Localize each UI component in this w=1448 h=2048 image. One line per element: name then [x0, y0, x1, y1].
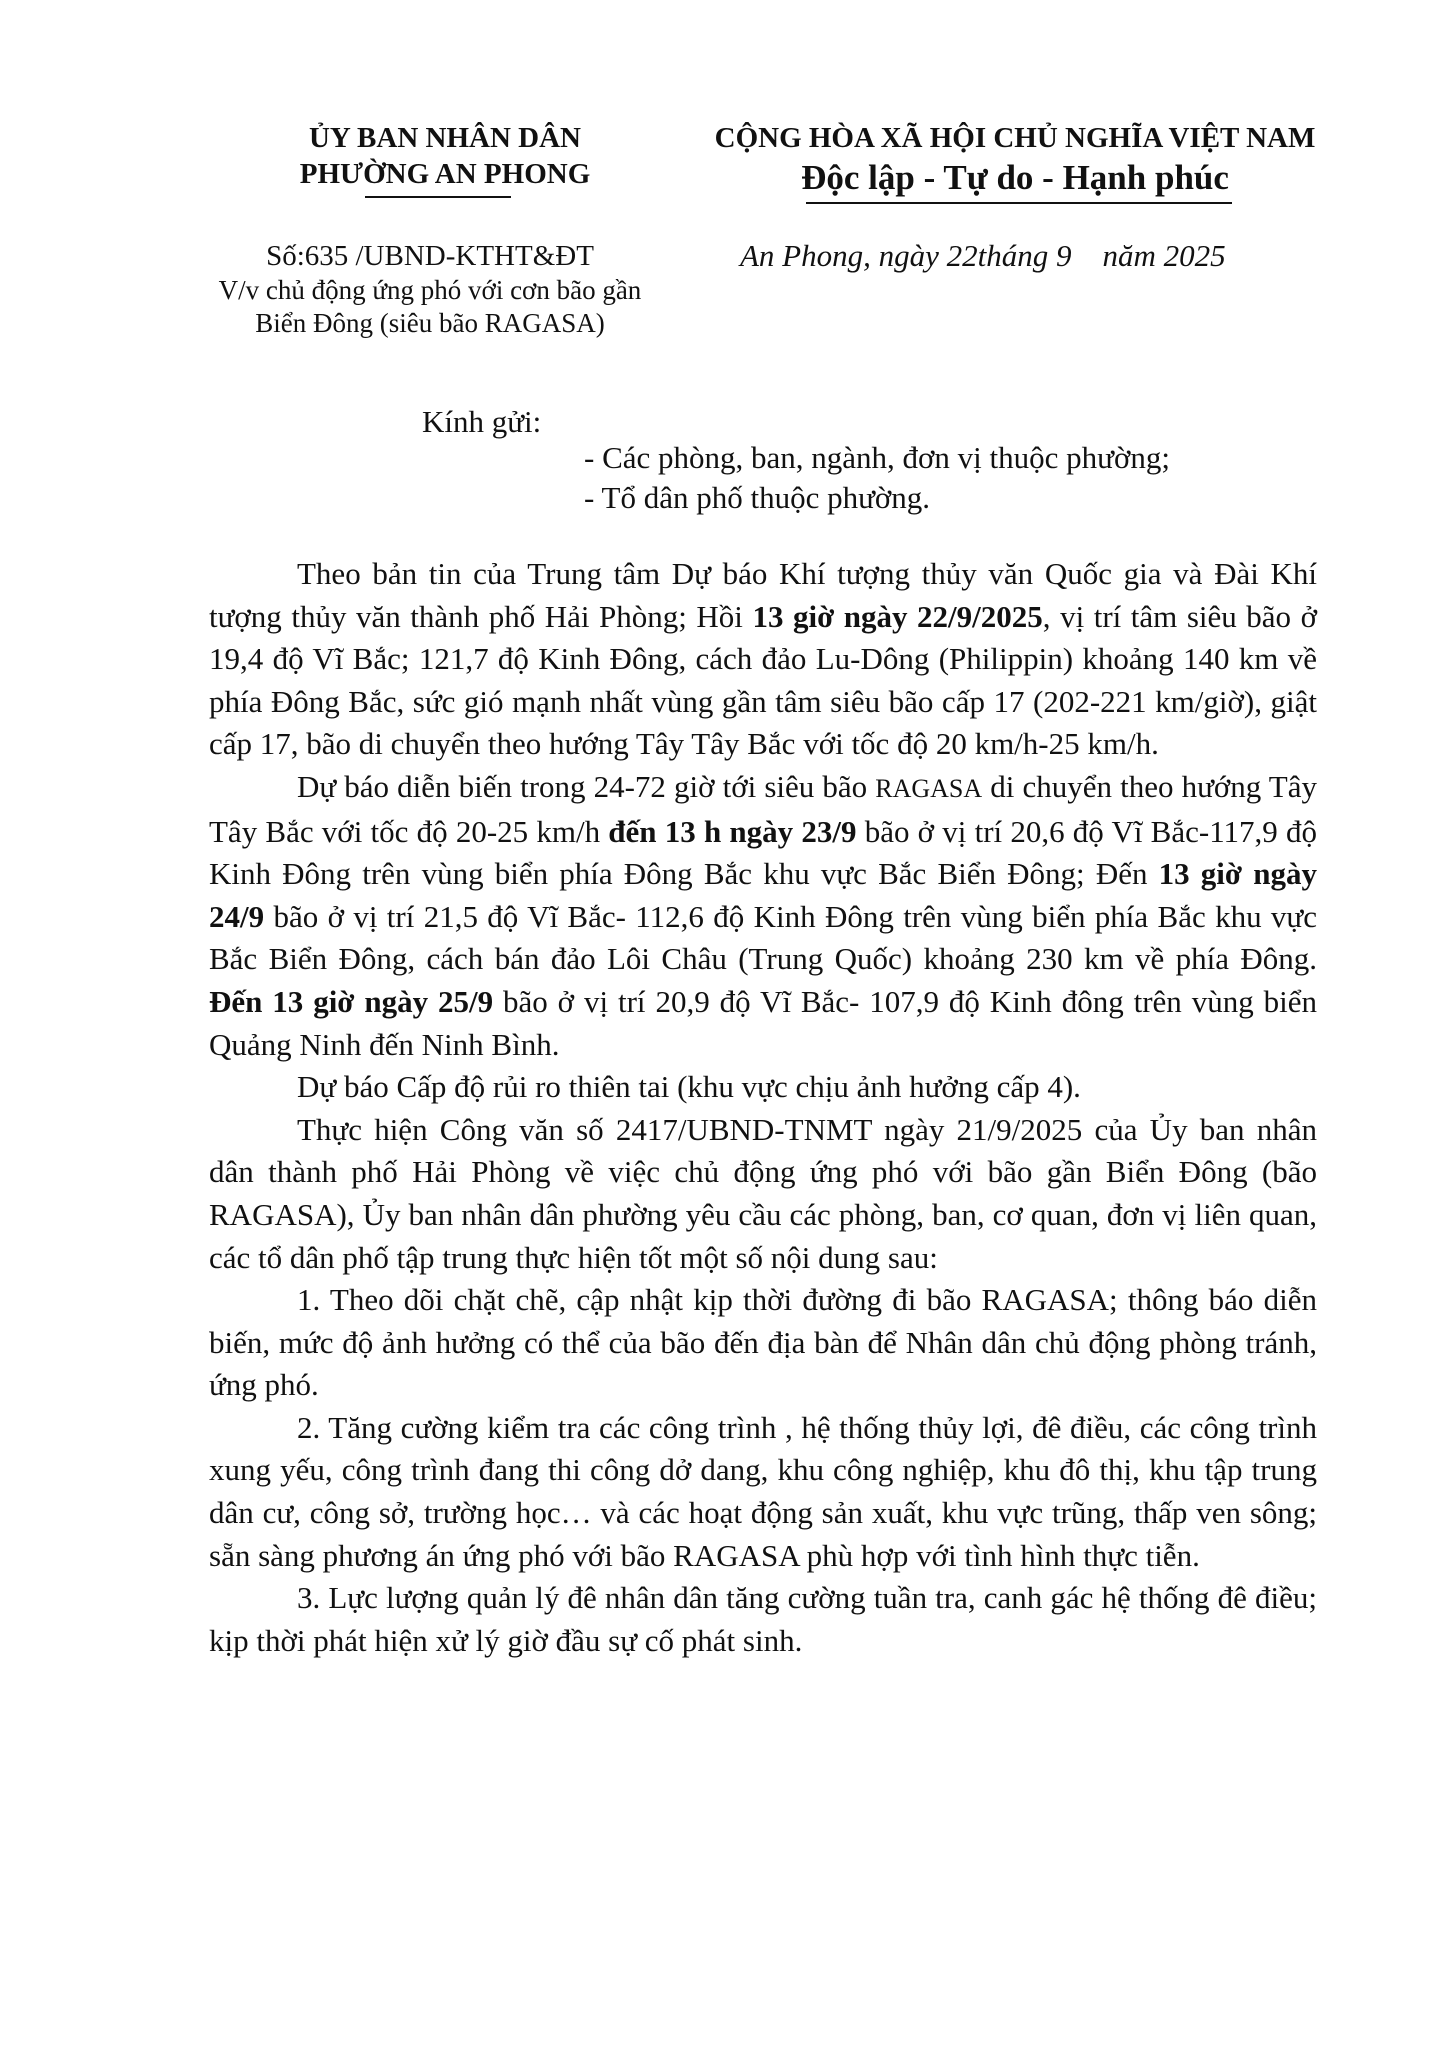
- bold-run: 13 giờ ngày 24/9: [209, 856, 1317, 934]
- bold-run: 13 giờ ngày 22/9/2025: [752, 598, 1043, 634]
- place-date: An Phong, ngày 22tháng 9 năm 2025: [740, 238, 1226, 273]
- bold-run: đến 13 h ngày 23/9: [608, 813, 857, 849]
- text-run: bão ở vị trí 20,6 độ Vĩ Bắc-117,9 độ Kinh Đông trên vùng biển phía Đông Bắc khu vực Bắc Biển Đông; Đến: [209, 813, 1317, 892]
- document-reference: [170, 238, 690, 340]
- text-run: Theo bản tin của Trung tâm Dự báo Khí tượng thủy văn Quốc gia và Đài Khí tượng thủy văn thành phố Hải Phòng; Hồi: [209, 556, 1317, 634]
- recipient-item: - Tổ dân phố thuộc phường.: [584, 480, 931, 515]
- recipient-item: - Các phòng, ban, ngành, đơn vị thuộc phường;: [584, 440, 1170, 475]
- paragraph-directive: Thực hiện Công văn số 2417/UBND-TNMT ngày 21/9/2025 của Ủy ban nhân dân thành phố Hải Phòng về việc chủ động ứng phó với bão gần Biển Đông (bão RAGASA), Ủy ban nhân dân phường yêu cầu các phòng, ban, cơ quan, đơn vị liên quan, các tổ dân phố tập trung thực hiện tốt một số nội dung sau:: [209, 1111, 1317, 1275]
- document-number: Số:635 /UBND-KTHT&ĐT: [266, 240, 594, 272]
- text-run: di chuyển theo hướng Tây Tây Bắc với tốc độ 20-25 km/h: [209, 768, 1317, 849]
- authority-underline: [365, 196, 511, 198]
- task-item-1: 1. Theo dõi chặt chẽ, cập nhật kịp thời đường đi bão RAGASA; thông báo diễn biến, mức độ ảnh hưởng có thể của bão đến địa bàn để Nhân dân chủ động phòng tránh, ứng phó.: [209, 1282, 1317, 1403]
- paragraph-bulletin: [209, 553, 1317, 766]
- salutation: Kính gửi:: [422, 404, 542, 439]
- task-item-3: 3. Lực lượng quản lý đê nhân dân tăng cường tuần tra, canh gác hệ thống đê điều; kịp thời phát hiện xử lý giờ đầu sự cố phát sinh.: [209, 1580, 1317, 1658]
- national-title-line-1: CỘNG HÒA XÃ HỘI CHỦ NGHĨA VIỆT NAM: [714, 122, 1316, 154]
- subject-line-1: V/v chủ động ứng phó với cơn bão gần: [218, 275, 642, 305]
- authority-line-1: ỦY BAN NHÂN DÂN: [308, 122, 581, 154]
- recipient-list: [584, 438, 1170, 518]
- national-motto: Độc lập - Tự do - Hạnh phúc: [801, 158, 1229, 197]
- motto-underline: [806, 202, 1232, 204]
- authority-line-2: PHƯỜNG AN PHONG: [299, 158, 591, 190]
- national-title: [690, 120, 1340, 200]
- paragraph-forecast: [209, 766, 1317, 1066]
- task-item-2: 2. Tăng cường kiểm tra các công trình , hệ thống thủy lợi, đê điều, các công trình xung yếu, công trình đang thi công dở dang, khu công nghiệp, khu đô thị, khu tập trung dân cư, công sở, trường học… và các hoạt động sản xuất, khu vực trũng, thấp ven sông; sẵn sàng phương án ứng phó với bão RAGASA phù hợp với tình hình thực tiễn.: [209, 1409, 1317, 1573]
- text-run: , vị trí tâm siêu bão ở 19,4 độ Vĩ Bắc; 121,7 độ Kinh Đông, cách đảo Lu-Dông (Philippin) khoảng 140 km về phía Đông Bắc, sức gió mạnh nhất vùng gần tâm siêu bão cấp 17 (202-221 km/giờ), giật cấp 17, bão di chuyển theo hướng Tây Tây Bắc với tốc độ 20 km/h-25 km/h.: [209, 598, 1317, 762]
- bold-run: Đến 13 giờ ngày 25/9: [209, 983, 494, 1019]
- issuing-authority: [245, 120, 645, 192]
- paragraph-risk-level: Dự báo Cấp độ rủi ro thiên tai (khu vực chịu ảnh hưởng cấp 4).: [297, 1069, 1081, 1105]
- document-body: [209, 553, 1317, 1662]
- subject-line-2: Biển Đông (siêu bão RAGASA): [255, 308, 605, 338]
- text-run: bão ở vị trí 20,9 độ Vĩ Bắc- 107,9 độ Kinh đông trên vùng biển Quảng Ninh đến Ninh Bình.: [209, 983, 1317, 1062]
- storm-name: RAGASA: [875, 773, 983, 803]
- text-run: bão ở vị trí 21,5 độ Vĩ Bắc- 112,6 độ Kinh Đông trên vùng biển phía Bắc khu vực Bắc Biển Đông, cách bán đảo Lôi Châu (Trung Quốc) khoảng 230 km về phía Đông.: [209, 898, 1317, 977]
- text-run: Dự báo diễn biến trong 24-72 giờ tới siêu bão: [297, 768, 876, 804]
